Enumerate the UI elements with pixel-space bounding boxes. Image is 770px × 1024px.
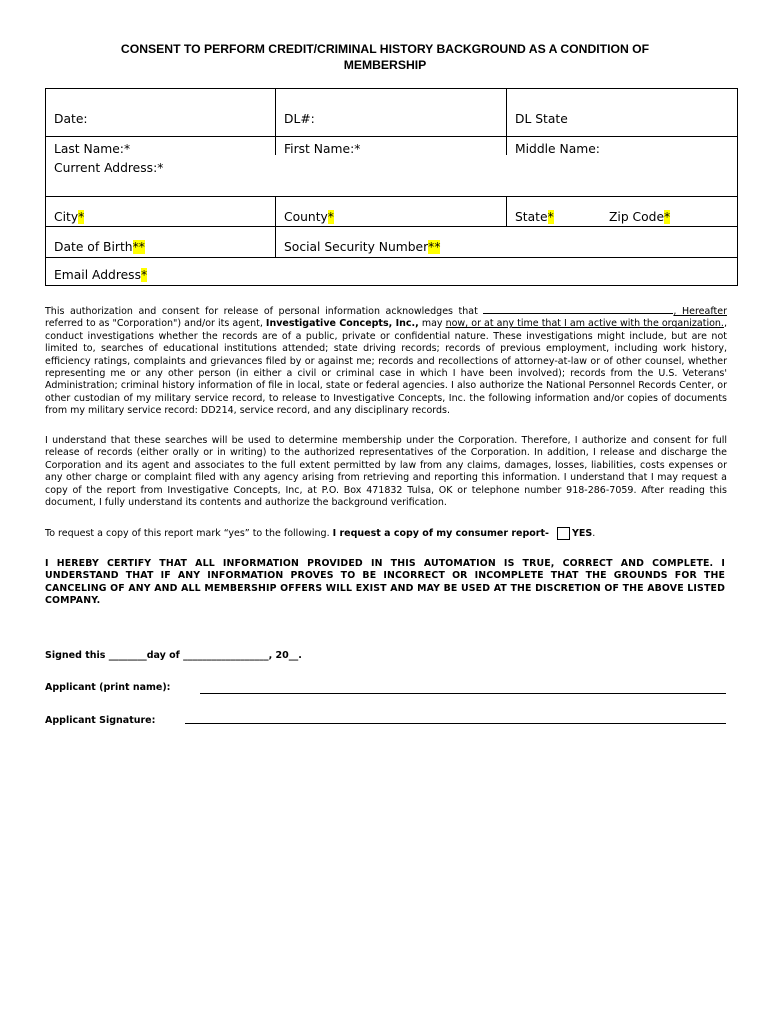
yes-label: YES xyxy=(571,528,593,539)
form-divider xyxy=(46,257,737,258)
title-line-1: CONSENT TO PERFORM CREDIT/CRIMINAL HISTORY BACKGROUND AS A CONDITION OF xyxy=(120,42,650,56)
print-name-label: Applicant (print name): xyxy=(45,682,171,693)
form-divider xyxy=(275,196,276,257)
agent-name: Investigative Concepts, Inc., xyxy=(265,318,419,330)
date-label: Date: xyxy=(54,112,88,126)
form-divider xyxy=(46,196,737,197)
zip-code-label: Zip Code xyxy=(609,210,665,224)
middle-name-label: Middle Name: xyxy=(515,142,600,156)
required-marker: * xyxy=(141,268,148,282)
last-name-label: Last Name:* xyxy=(54,142,131,156)
form-divider xyxy=(506,89,507,155)
email-address-label: Email Address xyxy=(54,268,141,282)
title-line-2: MEMBERSHIP xyxy=(343,58,427,72)
state-label: State xyxy=(515,210,548,224)
form-divider xyxy=(46,136,737,137)
county-field[interactable] xyxy=(284,210,334,225)
zip-code-field[interactable] xyxy=(609,210,670,225)
ssn-field[interactable] xyxy=(284,240,440,255)
dl-state-field[interactable] xyxy=(515,112,568,127)
required-marker: * xyxy=(78,210,85,224)
current-address-field[interactable] xyxy=(54,161,163,176)
document-title xyxy=(60,41,710,73)
copy-request-line: To request a copy of this report mark “yes” to the following. I request a copy of my consumer report- YES. xyxy=(45,528,596,539)
required-marker: ** xyxy=(428,240,441,254)
county-label: County xyxy=(284,210,328,224)
date-of-birth-field[interactable] xyxy=(54,240,145,255)
dl-state-label: DL State xyxy=(515,112,568,126)
middle-name-field[interactable] xyxy=(515,142,600,157)
required-marker: * xyxy=(664,210,671,224)
form-divider xyxy=(275,89,276,155)
corporation-name-blank[interactable] xyxy=(483,304,673,314)
date-of-birth-label: Date of Birth xyxy=(54,240,133,254)
form-divider xyxy=(506,196,507,226)
dl-number-field[interactable] xyxy=(284,112,315,127)
first-name-field[interactable] xyxy=(284,142,360,157)
certification-paragraph: I HEREBY CERTIFY THAT ALL INFORMATION PROVIDED IN THIS AUTOMATION IS TRUE, CORRECT AND COMPLETE. I UNDERSTAND THAT IF ANY INFORMATION PROVES TO BE INCORRECT OR INCOMPLETE THAT THE GROUNDS FOR THE CANCELING OF ANY AND ALL MEMBERSHIP OFFERS WILL EXIST AND MAY BE USED AT THE DISCRETION OF THE ABOVE LISTED COMPANY. xyxy=(45,558,725,607)
understand-paragraph: I understand that these searches will be used to determine membership under the Corporation. Therefore, I authorize and consent for full release of records (either orally or in writing) to the authorized representatives of the Corporation. In addition, I release and discharge the Corporation and its agent and associates to the full extent permitted by law from any claims, damages, losses, liabilities, costs expenses or any other charge or complaint filed with any agency arising from retrieving and reporting this information. I understand that I may request a copy of the report from Investigative Concepts, Inc, at P.O. Box 471832 Tulsa, OK or telephone number 918-286-7059. After reading this document, I fully understand its contents and authorize the background verification. xyxy=(45,435,727,509)
state-field[interactable] xyxy=(515,210,554,225)
copy-request-bold: I request a copy of my consumer report- xyxy=(332,528,549,539)
city-label: City xyxy=(54,210,79,224)
yes-checkbox[interactable] xyxy=(557,527,570,540)
current-address-label: Current Address:* xyxy=(54,161,164,175)
signature-field[interactable] xyxy=(185,723,726,724)
required-marker: * xyxy=(327,210,334,224)
first-name-label: First Name:* xyxy=(284,142,361,156)
last-name-field[interactable] xyxy=(54,142,130,157)
email-address-field[interactable] xyxy=(54,268,147,283)
date-field[interactable] xyxy=(54,112,88,127)
print-name-field[interactable] xyxy=(200,693,726,694)
dl-number-label: DL#: xyxy=(284,112,315,126)
signed-date-line[interactable]: Signed this ________day of __________________, 20__. xyxy=(45,650,302,661)
ssn-label: Social Security Number xyxy=(284,240,429,254)
city-field[interactable] xyxy=(54,210,84,225)
applicant-info-form xyxy=(45,88,738,286)
required-marker: ** xyxy=(132,240,145,254)
signature-label: Applicant Signature: xyxy=(45,715,156,726)
required-marker: * xyxy=(547,210,554,224)
authorization-paragraph: This authorization and consent for release of personal information acknowledges that , Hereafter referred to as "Corporation") and/or its agent, Investigative Concepts, Inc., may now, or at any time that I am active with the organization., conduct investigations whether the records are of a public, private or confidential nature. These investigations might include, but are not limited to, searches of educational institutions attended; state driving records; records of previous employment, including work history, efficiency ratings, complaints and grievances filed by or against me; records and recollections of attorney-at-law or of other counsel, whether representing me or any other person (in either a civil or criminal case in which I have been involved); records from the U.S. Veterans' Administration; criminal history information of file in local, state or federal agencies. I also authorize the National Personnel Records Center, or other custodian of my military service record, to release to Investigative Concepts, Inc. the following information and/or copies of documents from my military service record: DD214, service record, and any disciplinary records. xyxy=(45,306,727,417)
form-divider xyxy=(46,226,737,227)
